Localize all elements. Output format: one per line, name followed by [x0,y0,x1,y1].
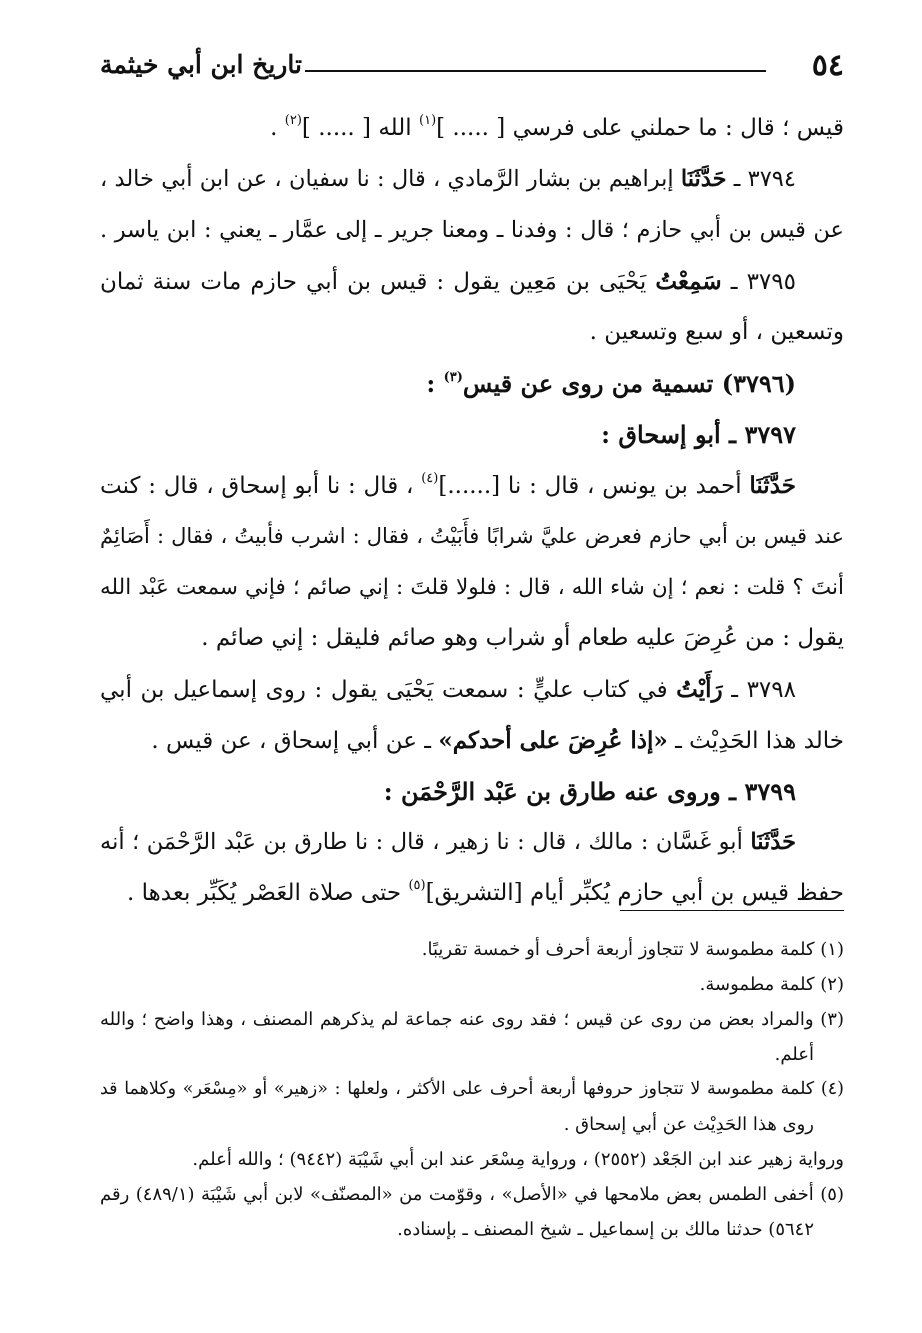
narration-lead: حَدَّثَنَا [680,166,727,192]
footnote: (٢) كلمة مطموسة. [699,974,844,995]
line-text: إبراهيم بن بشار الرَّمادي ، قال : نا سفيان ، عن ابن أبي خالد ، [100,166,681,192]
footnotes [100,932,844,1247]
text-line [100,817,844,868]
text-line [100,103,844,154]
page-number: ٥٤ [811,48,844,83]
footnote: (٥) أخفى الطمس بعض ملامحها في «الأصل» ، وقوّمت من «المصنّف» لابن أبي شَيْبَة (٤٨٩/١) رقم [100,1184,844,1205]
footnote: (١) كلمة مطموسة لا تتجاوز أربعة أحرف أو خمسة تقريبًا. [421,939,844,960]
footnote-continuation: أعلم. [774,1044,814,1065]
text-line [100,460,844,511]
entry-number: ٣٧٩٨ ـ [722,677,796,703]
footnote-ref: (٥) [408,878,426,893]
footnote-separator [620,910,844,911]
footnote-continuation: ورواية زهير عند ابن الجَعْد (٢٥٥٢) ، ورواية مِسْعَر عند ابن أبي شَيْبَة (٩٤٤٢) ؛ والله أعلم. [192,1149,844,1170]
line-text: أبو غَسَّان : مالك ، قال : نا زهير ، قال : نا طارق بن عَبْد الرَّحْمَن ؛ أنه [100,829,751,855]
footnote-continuation: ٥٦٤٢) حدثنا مالك بن إسماعيل ـ شيخ المصنف ـ بإسناده. [397,1219,814,1240]
heading-text: (٣٧٩٦) تسمية من روى عن قيس [462,369,796,398]
text-line [100,154,844,205]
line-text: يَحْيَى بن مَعِين يقول : قيس بن أبي حازم مات سنة ثمان [100,269,656,295]
line-text: حفظ قيس بن أبي حازم يُكبِّر أيام [التشريق] [425,880,844,906]
section-heading [100,358,844,409]
footnote: (٤) كلمة مطموسة لا تتجاوز حروفها أربعة أحرف على الأكثر ، ولعلها : «زهير» أو «مِسْعَر» وكلاهما قد [100,1079,844,1099]
line-text: ، قال : نا أبو إسحاق ، قال : كنت [100,473,422,499]
line-text: في كتاب عليٍّ : سمعت يَحْيَى يقول : روى إسماعيل بن أبي [100,677,677,703]
text-line: يقول : من عُرِضَ عليه طعام أو شراب وهو صائم فليقل : إني صائم . [201,625,844,651]
narration-lead: حَدَّثَنَا [750,829,796,855]
text-line: وتسعين ، أو سبع وتسعين . [589,319,844,345]
line-text: حتى صلاة العَصْر يُكَبِّر بعدها . [127,880,409,906]
footnote-ref: (٤) [421,471,439,486]
text-line [100,664,844,715]
footnote-ref: (٢) [284,113,302,128]
text-line: أنتَ ؟ قلت : نعم ؛ إن شاء الله ، قال : فلولا قلتَ : إني صائم ؛ فإني سمعت عَبْد الله [100,575,844,600]
header-rule [305,70,766,72]
main-text [100,103,844,906]
narration-lead: رَأَيْتُ [676,676,723,703]
section-heading: ٣٧٩٩ ـ وروى عنه طارق بن عَبْد الرَّحْمَن : [383,777,796,806]
footnote: (٣) والمراد بعض من روى عن قيس ؛ فقد روى عنه جماعة لم يذكرهم المصنف ، وهذا واضح ؛ والله [100,1009,844,1030]
text-line [100,715,844,766]
text-line [100,868,844,919]
page-header [100,48,844,98]
line-text: أحمد بن يونس ، قال : نا [......] [438,473,750,499]
line-text: قيس ؛ قال : ما حملني على فرسي [ ..... ] [436,115,844,141]
footnote-ref: (١) [419,113,437,128]
entry-number: ٣٧٩٤ ـ [726,166,796,192]
text-line [100,256,844,307]
line-text: ـ عن أبي إسحاق ، عن قيس . [151,728,439,754]
footnote-ref: (٣) [443,370,463,385]
footnote-continuation: روى هذا الحَدِيْث عن أبي إسحاق . [563,1114,814,1135]
section-heading: ٣٧٩٧ ـ أبو إسحاق : [601,420,796,449]
line-text: الله [ ..... ] [301,115,419,141]
narration-lead: حَدَّثَنَا [749,472,796,499]
entry-number: ٣٧٩٥ ـ [721,269,796,295]
text-line: عند قيس بن أبي حازم فعرض عليَّ شرابًا فأَبَيْتُ ، فقال : اشرب فأبيتُ ، فقال : أَصَائِمٌ [100,524,844,548]
line-text: خالد هذا الحَدِيْث ـ [667,728,844,754]
line-text: . [270,115,285,141]
narration-lead: سَمِعْتُ [655,268,722,295]
quoted-hadith: «إذا عُرِضَ على أحدكم» [438,727,668,754]
heading-text: : [426,369,444,398]
text-line: عن قيس بن أبي حازم ؛ قال : وفدنا ـ ومعنا جرير ـ إلى عمَّار ـ يعني : ابن ياسر . [100,217,844,243]
running-title: تاريخ ابن أبي خيثمة [100,50,302,79]
